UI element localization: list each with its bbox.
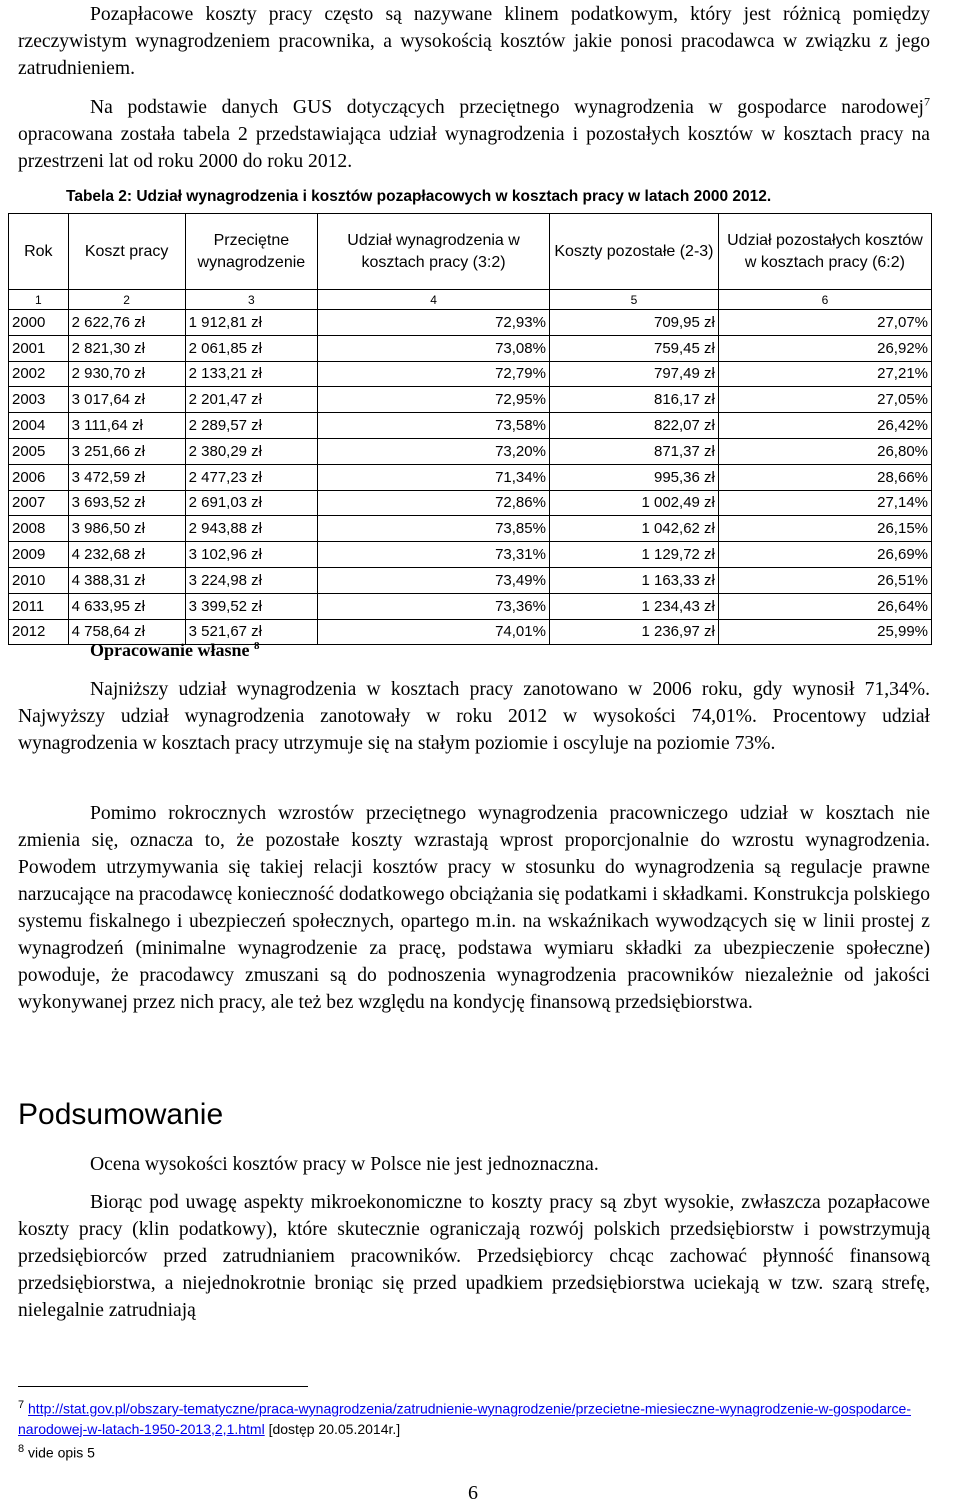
cell-year: 2000 (9, 310, 69, 336)
cell-labor-cost: 3 693,52 zł (68, 490, 185, 516)
column-number: 1 (9, 290, 69, 310)
cell-year: 2003 (9, 387, 69, 413)
cell-other-costs: 1 129,72 zł (549, 542, 718, 568)
paragraph-lowest-share: Najniższy udział wynagrodzenia w kosztach pracy zanotowano w 2006 roku, gdy wynosił 71,34%. Najwyższy udział wynagrodzenia zanotowały w roku 2012 w wysokości 74,01%. Procentowy udział wynagrodzenia w kosztach pracy utrzymuje się na stałym poziomie i oscyluje na poziomie 73%. (18, 679, 930, 754)
paragraph-microeconomic: Biorąc pod uwagę aspekty mikroekonomiczne to koszty pracy są zbyt wysokie, zwłaszcza pozapłacowe koszty pracy (klin podatkowy), które skutecznie ograniczają rozwój polskich przedsiębiorstw i powstrzymują przedsiębiorców przed zatrudnianiem pracowników. Przedsiębiorcy chcąc zachować płynność finansową przedsiębiorstwa, a niejednokrotnie broniąc się przed upadkiem przedsiębiorstwa uciekają w tzw. szarą strefę, nielegalnie zatrudniają (18, 1192, 930, 1321)
cell-average-wage: 2 061,85 zł (185, 335, 317, 361)
table-row (9, 542, 932, 568)
cell-other-costs: 1 042,62 zł (549, 516, 718, 542)
cell-labor-cost: 2 821,30 zł (68, 335, 185, 361)
paragraph-text: opracowana została tabela 2 przedstawiająca udział wynagrodzenia i pozostałych kosztów w kosztach pracy na przestrzeni lat od roku 2000 do roku 2012. (18, 124, 930, 172)
cell-wage-share: 73,08% (318, 335, 550, 361)
footnote-text: vide opis 5 (24, 1444, 95, 1461)
table-row (9, 438, 932, 464)
cell-other-costs: 871,37 zł (549, 438, 718, 464)
paragraph-tax-wedge: Pozapłacowe koszty pracy często są nazywane klinem podatkowym, który jest różnicą pomiędzy rzeczywistym wynagrodzeniem pracownika, a wysokością kosztów jakie ponosi pracodawca w związku z jego zatrudnieniem. (18, 4, 930, 79)
table-row (9, 567, 932, 593)
paragraph-gus-data (18, 94, 930, 175)
cell-average-wage: 2 477,23 zł (185, 464, 317, 490)
source-text: Opracowanie własne (90, 640, 250, 660)
table-row (9, 593, 932, 619)
cell-average-wage: 2 201,47 zł (185, 387, 317, 413)
cell-labor-cost: 4 633,95 zł (68, 593, 185, 619)
cell-year: 2007 (9, 490, 69, 516)
cell-average-wage: 3 399,52 zł (185, 593, 317, 619)
cell-wage-share: 73,20% (318, 438, 550, 464)
cell-other-costs: 995,36 zł (549, 464, 718, 490)
cell-other-share: 26,80% (718, 438, 931, 464)
header-other-costs: Koszty pozostałe (2-3) (549, 214, 718, 290)
cell-other-costs: 797,49 zł (549, 361, 718, 387)
cell-year: 2011 (9, 593, 69, 619)
footnote-access-date: [dostęp 20.05.2014r.] (264, 1420, 401, 1437)
table-source (90, 640, 260, 661)
cell-other-costs: 1 236,97 zł (549, 619, 718, 645)
footnote-divider (18, 1386, 308, 1387)
cell-wage-share: 73,85% (318, 516, 550, 542)
page-number: 6 (468, 1482, 478, 1504)
cell-other-share: 26,51% (718, 567, 931, 593)
footnote-link-gus[interactable]: http://stat.gov.pl/obszary-tematyczne/praca-wynagrodzenia/zatrudnienie-wynagrodzenie/przecietne-miesieczne-wynagrodzenie-w-gospodarce-narodowej-w-latach-1950-2013,2,1.html (18, 1400, 911, 1437)
cell-other-costs: 816,17 zł (549, 387, 718, 413)
cell-other-costs: 1 163,33 zł (549, 567, 718, 593)
cell-other-share: 26,64% (718, 593, 931, 619)
cell-other-share: 27,14% (718, 490, 931, 516)
column-number: 6 (718, 290, 931, 310)
column-number: 4 (318, 290, 550, 310)
cell-year: 2012 (9, 619, 69, 645)
cell-year: 2009 (9, 542, 69, 568)
header-labor-cost: Koszt pracy (68, 214, 185, 290)
cell-average-wage: 2 289,57 zł (185, 413, 317, 439)
cell-average-wage: 3 102,96 zł (185, 542, 317, 568)
cell-other-share: 26,15% (718, 516, 931, 542)
cell-other-share: 26,42% (718, 413, 931, 439)
cell-wage-share: 73,49% (318, 567, 550, 593)
cell-average-wage: 3 224,98 zł (185, 567, 317, 593)
cell-year: 2006 (9, 464, 69, 490)
cell-labor-cost: 2 622,76 zł (68, 310, 185, 336)
column-number: 3 (185, 290, 317, 310)
cell-year: 2002 (9, 361, 69, 387)
paragraph-wage-growth: Pomimo rokrocznych wzrostów przeciętnego wynagrodzenia pracowniczego udział w kosztach nie zmienia się, oznacza to, że pozostałe koszty wzrastają wprost proporcjonalnie do wzrostu wynagrodzenia. Powodem utrzymywania się takiej relacji kosztów pracy w stosunku do wynagrodzenia są regulacje prawne narzucające na pracodawcę konieczność dodatkowego obciążania się podatkami i składkami. Konstrukcja polskiego systemu fiskalnego i ubezpieczeń społecznych, opartego m.in. na wskaźnikach wywodzących się w linii prostej z wynagrodzeń (minimalne wynagrodzenie za pracę, podstawa wymiaru składki za ubezpieczenie społeczne) powoduje, że pracodawcy zmuszani są do podnoszenia wynagrodzenia pracowników niezależnie od jakości wykonywanej przez nich pracy, ale też bez względu na kondycję finansową przedsiębiorstwa. (18, 803, 930, 1013)
footnote-7 (18, 1395, 930, 1439)
cell-average-wage: 3 521,67 zł (185, 619, 317, 645)
cell-other-share: 28,66% (718, 464, 931, 490)
paragraph-text: Na podstawie danych GUS dotyczących przeciętnego wynagrodzenia w gospodarce narodowej (90, 97, 924, 118)
cell-wage-share: 72,86% (318, 490, 550, 516)
cell-year: 2001 (9, 335, 69, 361)
cell-year: 2005 (9, 438, 69, 464)
cell-wage-share: 72,93% (318, 310, 550, 336)
cell-average-wage: 2 133,21 zł (185, 361, 317, 387)
cell-labor-cost: 3 017,64 zł (68, 387, 185, 413)
cell-other-costs: 709,95 zł (549, 310, 718, 336)
cell-labor-cost: 3 986,50 zł (68, 516, 185, 542)
cell-other-share: 27,07% (718, 310, 931, 336)
cell-average-wage: 2 943,88 zł (185, 516, 317, 542)
table-row (9, 413, 932, 439)
cell-labor-cost: 3 472,59 zł (68, 464, 185, 490)
wage-cost-table (8, 213, 932, 645)
header-year: Rok (9, 214, 69, 290)
cell-labor-cost: 3 251,66 zł (68, 438, 185, 464)
cell-average-wage: 1 912,81 zł (185, 310, 317, 336)
table-row (9, 464, 932, 490)
cell-other-costs: 1 002,49 zł (549, 490, 718, 516)
table-row (9, 335, 932, 361)
table-header-row (9, 214, 932, 290)
cell-other-share: 25,99% (718, 619, 931, 645)
cell-wage-share: 74,01% (318, 619, 550, 645)
cell-wage-share: 73,58% (318, 413, 550, 439)
cell-wage-share: 72,79% (318, 361, 550, 387)
cell-labor-cost: 3 111,64 zł (68, 413, 185, 439)
cell-wage-share: 73,31% (318, 542, 550, 568)
header-average-wage: Przeciętne wynagrodzenie (185, 214, 317, 290)
table-row (9, 361, 932, 387)
column-number: 2 (68, 290, 185, 310)
table-row (9, 516, 932, 542)
footnote-number: 8 (18, 1442, 25, 1455)
cell-other-costs: 822,07 zł (549, 413, 718, 439)
cell-year: 2010 (9, 567, 69, 593)
footnote-ref-7[interactable]: 7 (924, 94, 930, 109)
header-other-costs-share: Udział pozostałych kosztów w kosztach pracy (6:2) (718, 214, 931, 290)
cell-other-share: 26,69% (718, 542, 931, 568)
cell-year: 2008 (9, 516, 69, 542)
footnote-ref-8[interactable]: 8 (254, 640, 260, 652)
table-row (9, 310, 932, 336)
column-number-row (9, 290, 932, 310)
cell-other-share: 27,05% (718, 387, 931, 413)
table-caption: Tabela 2: Udział wynagrodzenia i kosztów pozapłacowych w kosztach pracy w latach 2000 2012. (66, 188, 772, 205)
footnotes (18, 1395, 930, 1462)
cell-labor-cost: 2 930,70 zł (68, 361, 185, 387)
table-row (9, 387, 932, 413)
header-wage-share: Udział wynagrodzenia w kosztach pracy (3:2) (318, 214, 550, 290)
cell-wage-share: 71,34% (318, 464, 550, 490)
cell-wage-share: 72,95% (318, 387, 550, 413)
cell-wage-share: 73,36% (318, 593, 550, 619)
table-row (9, 490, 932, 516)
footnote-number: 7 (18, 1399, 25, 1411)
section-heading-summary: Podsumowanie (18, 1098, 224, 1131)
cell-average-wage: 2 691,03 zł (185, 490, 317, 516)
footnote-8 (18, 1439, 930, 1463)
cell-other-costs: 759,45 zł (549, 335, 718, 361)
cell-other-costs: 1 234,43 zł (549, 593, 718, 619)
cell-labor-cost: 4 388,31 zł (68, 567, 185, 593)
cell-labor-cost: 4 758,64 zł (68, 619, 185, 645)
cell-other-share: 27,21% (718, 361, 931, 387)
column-number: 5 (549, 290, 718, 310)
cell-labor-cost: 4 232,68 zł (68, 542, 185, 568)
paragraph-assessment: Ocena wysokości kosztów pracy w Polsce nie jest jednoznaczna. (90, 1154, 599, 1175)
cell-year: 2004 (9, 413, 69, 439)
cell-average-wage: 2 380,29 zł (185, 438, 317, 464)
cell-other-share: 26,92% (718, 335, 931, 361)
